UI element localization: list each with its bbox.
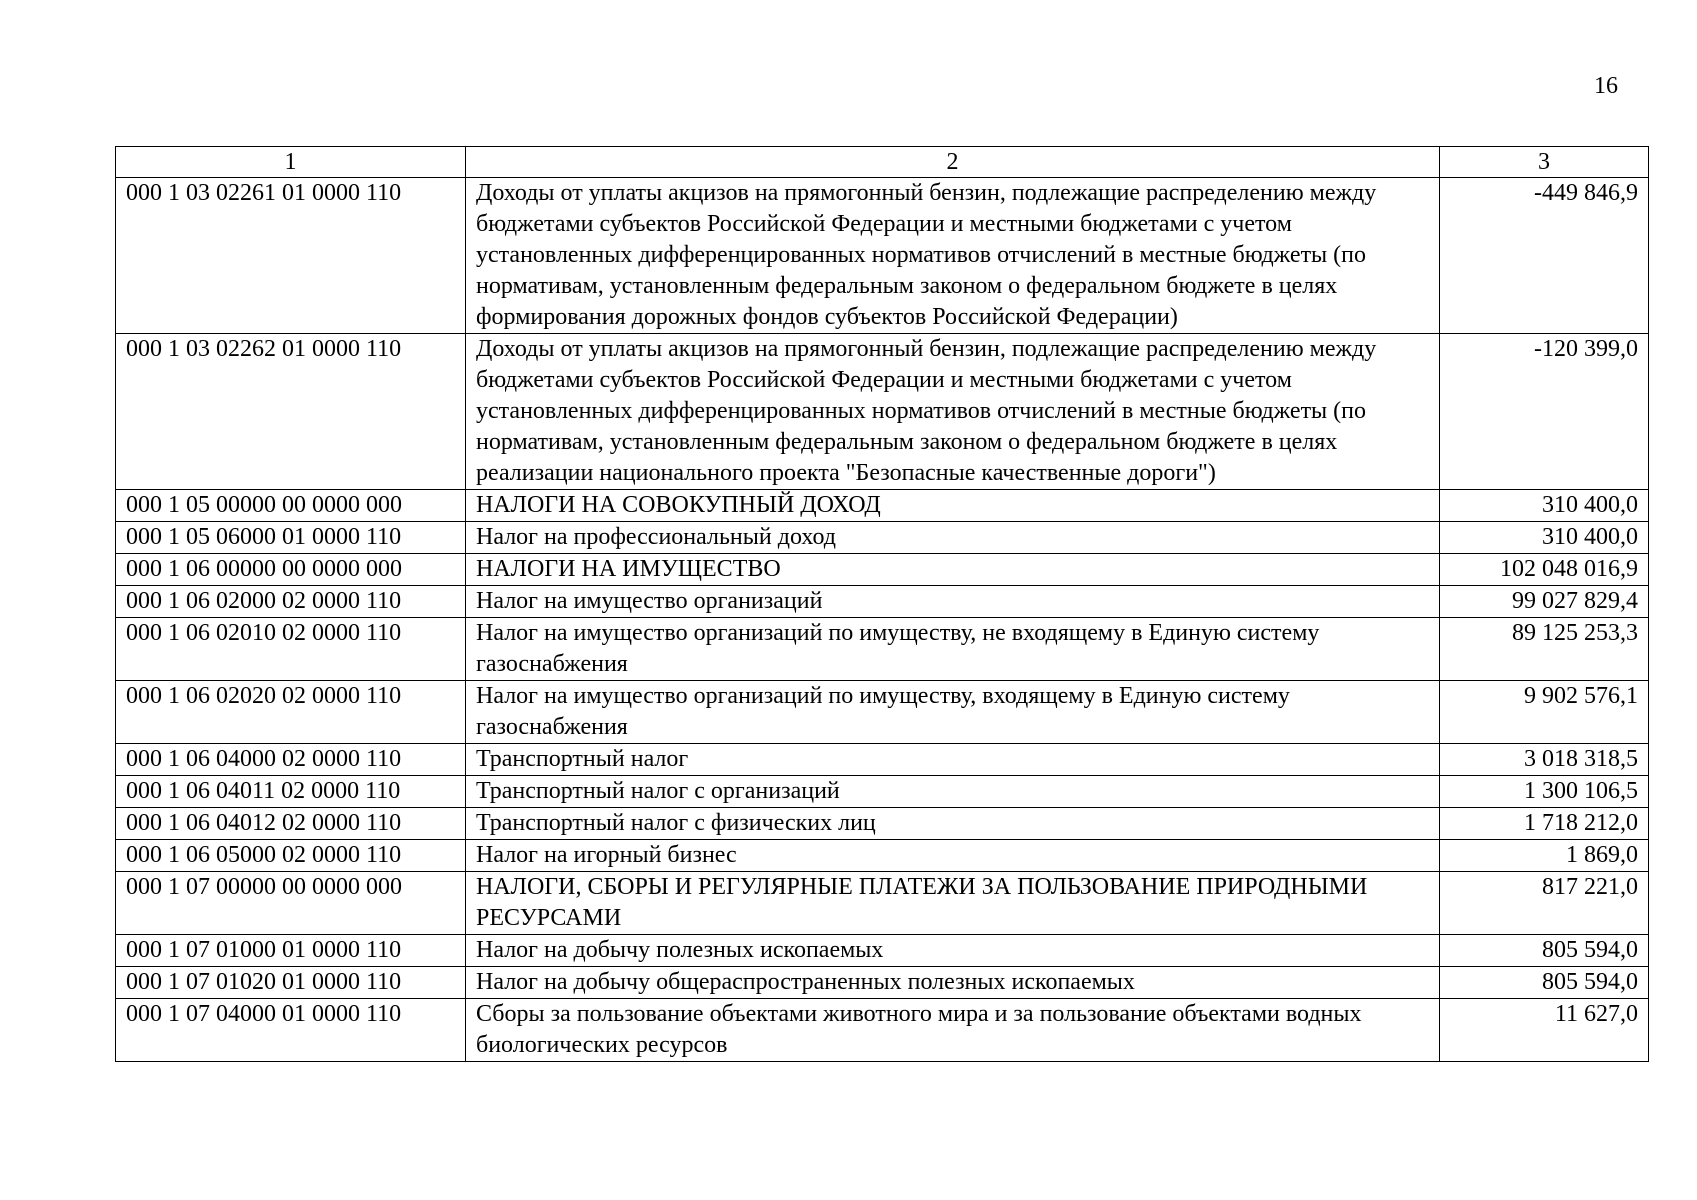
revenue-name-cell: Сборы за пользование объектами животного мира и за пользование объектами водных биологических ресурсов [466,999,1440,1062]
table-row [116,554,1649,586]
table-row [116,681,1649,744]
revenue-name-cell: НАЛОГИ, СБОРЫ И РЕГУЛЯРНЫЕ ПЛАТЕЖИ ЗА ПОЛЬЗОВАНИЕ ПРИРОДНЫМИ РЕСУРСАМИ [466,872,1440,935]
table-row [116,999,1649,1062]
table-row [116,334,1649,490]
revenue-code-cell: 000 1 03 02262 01 0000 110 [116,334,466,490]
amount-cell: 102 048 016,9 [1440,554,1649,586]
revenue-name-cell: Налог на игорный бизнес [466,840,1440,872]
revenue-name-cell: Налог на имущество организаций по имуществу, не входящему в Единую систему газоснабжения [466,618,1440,681]
revenue-code-cell: 000 1 06 02000 02 0000 110 [116,586,466,618]
revenue-code-cell: 000 1 05 00000 00 0000 000 [116,490,466,522]
revenue-code-cell: 000 1 03 02261 01 0000 110 [116,178,466,334]
amount-cell: 805 594,0 [1440,935,1649,967]
table-row [116,872,1649,935]
table-row [116,776,1649,808]
revenue-code-cell: 000 1 05 06000 01 0000 110 [116,522,466,554]
table-row [116,840,1649,872]
page-number: 16 [1594,73,1618,99]
table-row [116,618,1649,681]
table-row [116,490,1649,522]
amount-cell: 805 594,0 [1440,967,1649,999]
revenue-name-cell: Транспортный налог с организаций [466,776,1440,808]
table-row [116,178,1649,334]
amount-cell: -449 846,9 [1440,178,1649,334]
revenue-code-cell: 000 1 06 02020 02 0000 110 [116,681,466,744]
table-header [116,147,1649,178]
amount-cell: 1 718 212,0 [1440,808,1649,840]
revenue-name-cell: Налог на имущество организаций [466,586,1440,618]
revenue-code-cell: 000 1 07 01000 01 0000 110 [116,935,466,967]
column-header-name: 2 [466,147,1440,178]
table-body [116,178,1649,1062]
table-row [116,522,1649,554]
revenue-name-cell: Налог на профессиональный доход [466,522,1440,554]
amount-cell: -120 399,0 [1440,334,1649,490]
revenue-name-cell: Доходы от уплаты акцизов на прямогонный бензин, подлежащие распределению между бюджетами субъектов Российской Федерации и местными бюджетами с учетом установленных дифференцированных нормативов отчислений в местные бюджеты (по нормативам, установленным федеральным законом о федеральном бюджете в целях реализации национального проекта "Безопасные качественные дороги") [466,334,1440,490]
revenue-code-cell: 000 1 07 01020 01 0000 110 [116,967,466,999]
revenue-name-cell: Налог на имущество организаций по имуществу, входящему в Единую систему газоснабжения [466,681,1440,744]
amount-cell: 99 027 829,4 [1440,586,1649,618]
amount-cell: 310 400,0 [1440,490,1649,522]
table-row [116,967,1649,999]
table-row [116,808,1649,840]
revenue-code-cell: 000 1 07 04000 01 0000 110 [116,999,466,1062]
revenue-name-cell: Транспортный налог с физических лиц [466,808,1440,840]
revenue-name-cell: Налог на добычу полезных ископаемых [466,935,1440,967]
column-header-code: 1 [116,147,466,178]
revenue-code-cell: 000 1 06 04011 02 0000 110 [116,776,466,808]
revenue-code-cell: 000 1 06 00000 00 0000 000 [116,554,466,586]
revenue-name-cell: Транспортный налог [466,744,1440,776]
amount-cell: 310 400,0 [1440,522,1649,554]
amount-cell: 89 125 253,3 [1440,618,1649,681]
revenue-name-cell: Доходы от уплаты акцизов на прямогонный бензин, подлежащие распределению между бюджетами субъектов Российской Федерации и местными бюджетами с учетом установленных дифференцированных нормативов отчислений в местные бюджеты (по нормативам, установленным федеральным законом о федеральном бюджете в целях формирования дорожных фондов субъектов Российской Федерации) [466,178,1440,334]
revenue-code-cell: 000 1 07 00000 00 0000 000 [116,872,466,935]
revenue-code-cell: 000 1 06 04012 02 0000 110 [116,808,466,840]
budget-revenue-table [115,146,1649,1062]
table-row [116,744,1649,776]
amount-cell: 11 627,0 [1440,999,1649,1062]
revenue-name-cell: Налог на добычу общераспространенных полезных ископаемых [466,967,1440,999]
amount-cell: 3 018 318,5 [1440,744,1649,776]
revenue-name-cell: НАЛОГИ НА ИМУЩЕСТВО [466,554,1440,586]
header-row [116,147,1649,178]
table-row [116,586,1649,618]
table-row [116,935,1649,967]
amount-cell: 1 300 106,5 [1440,776,1649,808]
amount-cell: 817 221,0 [1440,872,1649,935]
amount-cell: 1 869,0 [1440,840,1649,872]
revenue-code-cell: 000 1 06 04000 02 0000 110 [116,744,466,776]
revenue-name-cell: НАЛОГИ НА СОВОКУПНЫЙ ДОХОД [466,490,1440,522]
column-header-amount: 3 [1440,147,1649,178]
amount-cell: 9 902 576,1 [1440,681,1649,744]
revenue-code-cell: 000 1 06 02010 02 0000 110 [116,618,466,681]
revenue-code-cell: 000 1 06 05000 02 0000 110 [116,840,466,872]
